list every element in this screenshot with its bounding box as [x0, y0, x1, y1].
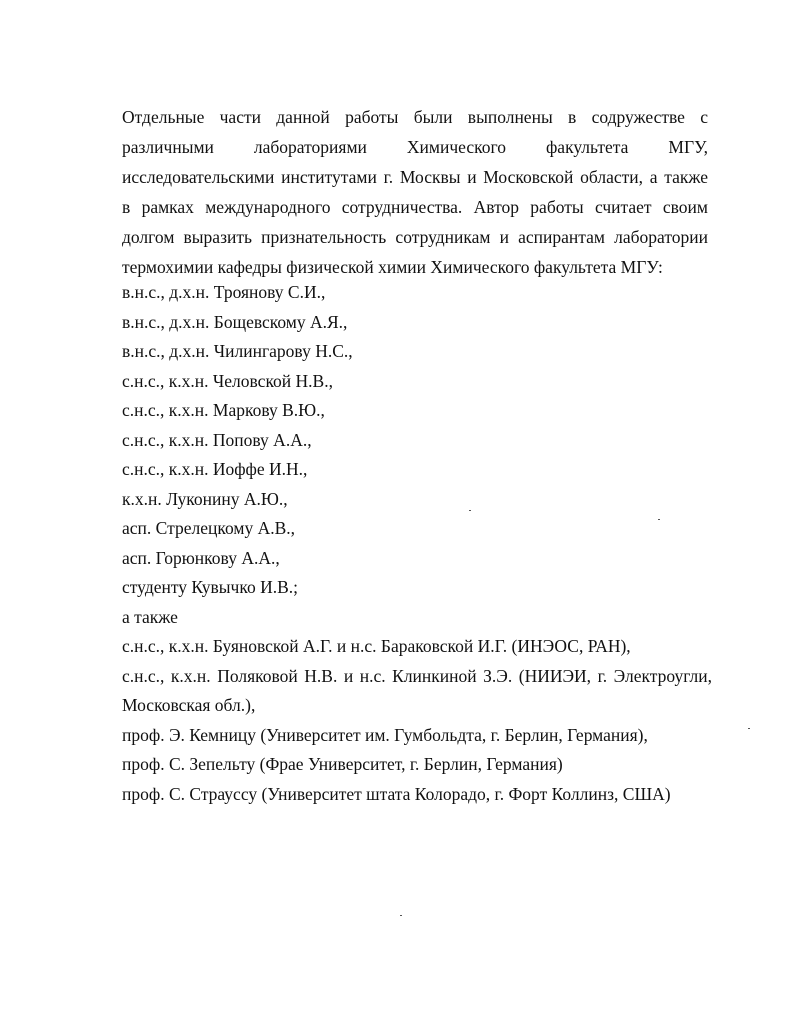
acknowledgement-list [122, 278, 712, 809]
list-item: проф. Э. Кемницу (Университет им. Гумбольдта, г. Берлин, Германия), [122, 724, 648, 745]
intro-line: в рамках международного сотрудничества. Автор работы считает своим [122, 197, 708, 217]
list-item: в.н.с., д.х.н. Троянову С.И., [122, 282, 326, 302]
intro-line: Отдельные части данной работы были выполнены в содружестве с [122, 107, 708, 127]
list-item: с.н.с., к.х.н. Маркову В.Ю., [122, 400, 325, 420]
scan-speck [658, 519, 660, 520]
scan-speck [400, 915, 402, 916]
list-item: с.н.с., к.х.н. Буяновской А.Г. и н.с. Бараковской И.Г. (ИНЭОС, РАН), [122, 636, 631, 656]
intro-line: исследовательскими институтами г. Москвы и Московской области, а также [122, 167, 708, 187]
scan-speck [469, 510, 471, 511]
list-item: с.н.с., к.х.н. Поляковой Н.В. и н.с. Клинкиной З.Э. (НИИЭИ, г. Электроугли, Московская обл.), [122, 665, 712, 715]
list-item: студенту Кувычко И.В.; [122, 577, 298, 597]
list-item: асп. Стрелецкому А.В., [122, 518, 296, 538]
list-item: проф. С. Страуссу (Университет штата Колорадо, г. Форт Коллинз, США) [122, 783, 671, 804]
list-item: а также [122, 606, 178, 627]
list-item: в.н.с., д.х.н. Бощевскому А.Я., [122, 311, 348, 332]
list-item: с.н.с., к.х.н. Попову А.А., [122, 429, 312, 450]
list-item: с.н.с., к.х.н. Человской Н.В., [122, 370, 333, 391]
list-item: к.х.н. Луконину А.Ю., [122, 488, 288, 509]
list-item: асп. Горюнкову А.А., [122, 547, 280, 568]
intro-line: термохимии кафедры физической химии Химического факультета МГУ: [122, 257, 663, 277]
intro-line: долгом выразить признательность сотрудникам и аспирантам лаборатории [122, 227, 708, 247]
intro-line: различными лабораториями Химического факультета МГУ, [122, 137, 708, 157]
scan-speck [748, 728, 750, 729]
intro-paragraph [122, 102, 708, 282]
list-item: проф. С. Зепельту (Фрае Университет, г. Берлин, Германия) [122, 754, 563, 774]
list-item: в.н.с., д.х.н. Чилингарову Н.С., [122, 341, 353, 361]
list-item: с.н.с., к.х.н. Иоффе И.Н., [122, 459, 308, 479]
